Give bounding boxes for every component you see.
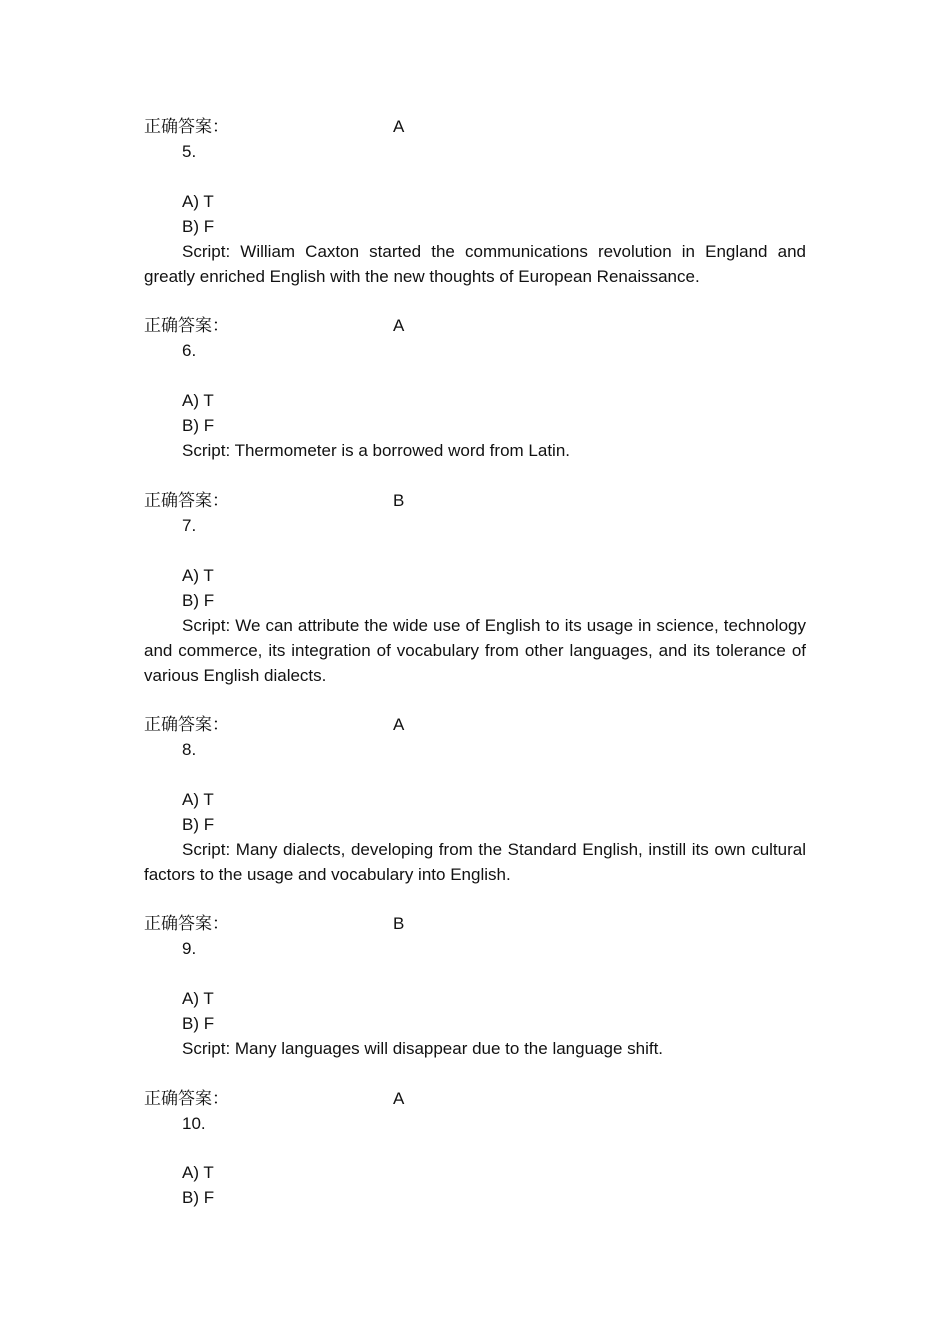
- correct-answer-value: A: [393, 715, 405, 734]
- correct-answer-label: 正确答案：: [144, 914, 229, 933]
- correct-answer-value: A: [393, 316, 405, 335]
- option-b: B) F: [182, 1188, 215, 1207]
- correct-answer-line: [144, 911, 405, 936]
- option-a: A) T: [182, 790, 214, 809]
- option-b: B) F: [182, 416, 215, 435]
- question-number: 5.: [182, 142, 197, 161]
- question-script: Script: We can attribute the wide use of English to its usage in science, technology and commerce, its integration of vocabulary from other languages, and its tolerance of various English dialects.: [144, 616, 806, 685]
- correct-answer-value: A: [393, 117, 405, 136]
- option-a: A) T: [182, 1163, 214, 1182]
- correct-answer-line: [144, 114, 405, 139]
- correct-answer-line: [144, 1086, 405, 1111]
- question-number: 7.: [182, 516, 197, 535]
- option-a: A) T: [182, 391, 214, 410]
- correct-answer-value: A: [393, 1089, 405, 1108]
- question-number: 10.: [182, 1114, 206, 1133]
- question-number: 8.: [182, 740, 197, 759]
- correct-answer-label: 正确答案：: [144, 117, 229, 136]
- option-b: B) F: [182, 217, 215, 236]
- question-script: Script: Many dialects, developing from the Standard English, instill its own cultural factors to the usage and vocabulary into English.: [144, 840, 806, 884]
- option-b: B) F: [182, 815, 215, 834]
- option-a: A) T: [182, 192, 214, 211]
- option-a: A) T: [182, 566, 214, 585]
- option-b: B) F: [182, 591, 215, 610]
- correct-answer-label: 正确答案：: [144, 1089, 229, 1108]
- question-number: 9.: [182, 939, 197, 958]
- option-b: B) F: [182, 1014, 215, 1033]
- correct-answer-label: 正确答案：: [144, 491, 229, 510]
- question-number: 6.: [182, 341, 197, 360]
- correct-answer-label: 正确答案：: [144, 715, 229, 734]
- question-script: Script: Thermometer is a borrowed word from Latin.: [182, 441, 570, 460]
- correct-answer-value: B: [393, 914, 405, 933]
- question-script: Script: Many languages will disappear due to the language shift.: [182, 1039, 664, 1058]
- correct-answer-line: [144, 488, 405, 513]
- option-a: A) T: [182, 989, 214, 1008]
- question-script: Script: William Caxton started the communications revolution in England and greatly enriched English with the new thoughts of European Renaissance.: [144, 242, 806, 286]
- correct-answer-label: 正确答案：: [144, 316, 229, 335]
- correct-answer-line: [144, 712, 405, 737]
- correct-answer-value: B: [393, 491, 405, 510]
- correct-answer-line: [144, 313, 405, 338]
